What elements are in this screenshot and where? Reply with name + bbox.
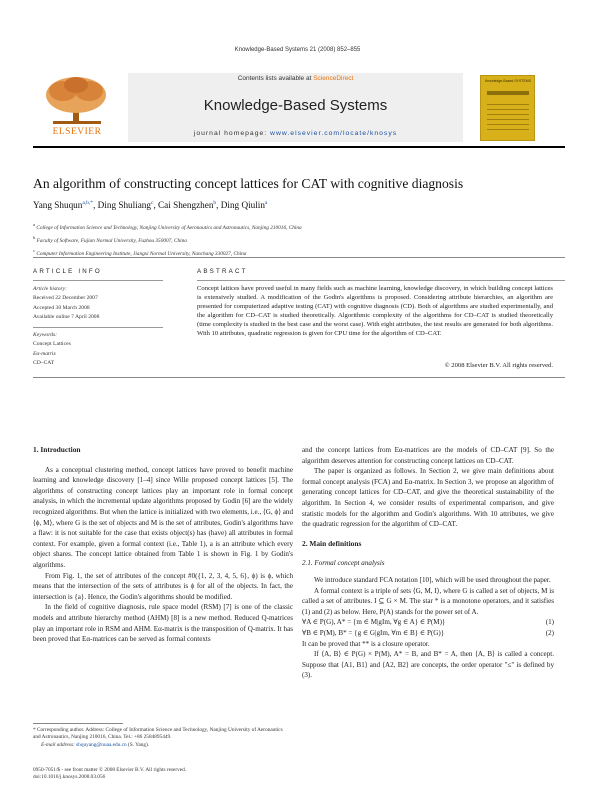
affiliation-text: Faculty of Software, Fujian Normal University, Fuzhou 350007, China	[36, 237, 187, 244]
keywords-divider	[33, 327, 163, 328]
issn-doi	[33, 767, 291, 782]
article-info-divider	[33, 280, 163, 281]
footnote-divider	[33, 723, 123, 724]
paragraph: The paper is organized as follows. In Section 2, we give main definitions about formal concept analysis (FCA) and Eα-matrix. In Section 3, we propose an algorithm of generating concept lattices for CD–CAT, and give the theoretical sustainability of the algorithm. In Section 4, we consider results of experimental comparison, and give statistic models for the algorithm and Godin's algorithms. With 10 attributes, we give the quadratic regression for the algorithm of CD–CAT.	[302, 467, 554, 529]
abstract-bottom-divider	[33, 377, 565, 378]
subsection-heading: 2.1. Formal concept analysis	[302, 559, 385, 568]
homepage-link[interactable]: www.elsevier.com/locate/knosys	[270, 130, 398, 137]
right-column	[302, 445, 554, 681]
affiliation-text: Computer Information Engineering Institute, Jiangxi Normal University, Nanchang 330027, China	[36, 250, 247, 257]
contents-line	[128, 75, 463, 82]
journal-cover-image	[480, 75, 535, 141]
keywords-label: Keywords:	[33, 332, 58, 338]
received-date: Received 22 December 2007	[33, 295, 98, 302]
footnote-marker: *	[33, 727, 36, 733]
elsevier-tree-icon	[33, 73, 121, 127]
sciencedirect-link[interactable]: ScienceDirect	[313, 75, 354, 82]
author-separator: ,	[216, 200, 221, 211]
keyword-item: Concept Lattices	[33, 341, 71, 348]
journal-header	[33, 70, 565, 143]
keyword-item: Eα-matrix	[33, 350, 56, 357]
equation-number: (1)	[545, 618, 554, 627]
author-name: Ding Shuliang	[97, 200, 151, 211]
paragraph: In the field of cognitive diagnosis, rule space model (RSM) [7] is one of the classic models and attribute hierarchy method (AHM) [8] is a new method. Reduced Q-matrices play an important role in RSM and AHM. Eα-matrix is the transposition of Q-matrix. It has been proved that Eα-matrices can be served as formal contexts	[33, 603, 293, 644]
email-link[interactable]: shquyang@nuaa.edu.cn	[76, 741, 127, 748]
keywords	[33, 331, 173, 368]
journal-name: Knowledge-Based Systems	[203, 97, 388, 114]
article-title: An algorithm of constructing concept lattices for CAT with cognitive diagnosis	[33, 176, 464, 191]
author-affiliation-mark[interactable]: b	[213, 200, 217, 206]
abstract-heading: ABSTRACT	[197, 268, 248, 275]
author-name: Yang Shuqun	[33, 200, 83, 211]
accepted-date: Accepted 30 March 2008	[33, 304, 90, 311]
affiliation-divider	[33, 257, 565, 258]
author-name: Ding Qiulin	[220, 200, 265, 211]
affiliation-mark: c	[33, 247, 35, 253]
footnote-text: Corresponding author. Address: College of Information Science and Technology, Nanjing University of Aeronautics and Astronautics, Nanjing 210016, China. Tel.: +86 2584895449.	[33, 727, 283, 741]
email-line	[33, 742, 291, 749]
equation-expression: ∀A ∈ P(G), A* = {m ∈ M|gIm, ∀g ∈ A} ∈ P(M)}	[302, 618, 446, 627]
journal-citation: Knowledge-Based Systems 21 (2008) 852–855	[234, 47, 361, 53]
paragraph: From Fig. 1, the set of attributes of the concept #0({1, 2, 3, 4, 5, 6}, ϕ) is ϕ, which means that the intersection of the sets of attributes is ϕ for all of the objects. In fact, the intersection is {a}. Hence, the Godin's algorithms should be modified.	[33, 571, 293, 601]
email-label: E-mail address:	[41, 741, 77, 748]
contents-prefix: Contents lists available at	[237, 75, 314, 82]
issn-line: 0950-7051/$ - see front matter © 2008 Elsevier B.V. All rights reserved.	[33, 767, 187, 773]
keyword-item: CD–CAT	[33, 359, 55, 366]
article-history	[33, 285, 173, 322]
homepage-prefix: journal homepage:	[193, 130, 271, 137]
affiliation-item	[33, 220, 563, 233]
cover-title: Knowledge-Based SYSTEMS	[484, 79, 532, 83]
author-affiliation-mark[interactable]: a,b,*	[82, 200, 94, 206]
abstract-text: Concept lattices have proved useful in many fields such as machine learning, knowledge discovery, in which building concept lattices is extensively studied. A modification of the Godin's algorithms is proposed. Considering attribute hierarchies, an algorithm are presented for computerized adaptive testing (CAT) with cognitive diagnosis (CD). Both of algorithms are studied experimentally, and the algorithm for CD–CAT is studied theoretically. Algorithmic complexity of the algorithms for CD–CAT is studied theoretically (time complexity is studied in the best case and the worst case). With eight attributes, the test results are generated for both algorithms. With 10 attributes, quadratic regression is given for CPU time for the algorithm of CD–CAT.	[197, 285, 553, 337]
author-affiliation-mark[interactable]: a	[264, 200, 268, 206]
header-divider	[33, 146, 565, 148]
author-separator: ,	[153, 200, 159, 211]
paragraph: and the concept lattices from Eα-matrices are the models of CD–CAT [9]. So the algorithm deserves attention for constructing concept lattices on CD–CAT.	[302, 446, 554, 465]
footnote	[33, 727, 291, 749]
paragraph: It can be proved that ** is a closure operator.	[302, 639, 430, 648]
section-heading: 2. Main definitions	[302, 538, 362, 548]
email-suffix: (S. Yang).	[126, 741, 150, 748]
abstract-divider	[197, 280, 565, 281]
history-label: Article history:	[33, 286, 68, 292]
elsevier-logo	[33, 73, 123, 141]
journal-homepage	[128, 130, 463, 137]
section-heading: 1. Introduction	[33, 445, 81, 454]
equation	[302, 617, 554, 628]
left-column	[33, 445, 293, 645]
affiliations	[33, 220, 563, 258]
publisher-logo-text: ELSEVIER	[52, 127, 102, 137]
cover-band	[487, 91, 529, 95]
paragraph: If ⟨A, B⟩ ∈ P(G) × P(M), A* = B, and B* = A, then ⟨A, B⟩ is called a concept. Suppose that ⟨A1, B1⟩ and ⟨A2, B2⟩ are concepts, the order operator "≤" is defined by (3).	[302, 650, 554, 680]
corresponding-author-note	[33, 727, 291, 742]
online-date: Available online 7 April 2008	[33, 313, 100, 320]
author-list	[33, 200, 563, 210]
equation-expression: ∀B ∈ P(M), B* = {g ∈ G|gIm, ∀m ∈ B} ∈ P(G)}	[302, 628, 445, 637]
affiliation-mark: b	[33, 234, 36, 240]
doi-line: doi:10.1016/j.knosys.2008.03.056	[33, 774, 106, 781]
paragraph: A formal context is a triple of sets ⟨G, M, I⟩, where G is called a set of objects, M is called a set of attributes. I ⊆ G × M. The star * is a monotone operators, and it satisfies (1) and (2) as below. Here, P(A) stands for the power set of A.	[302, 586, 554, 616]
author-name: Cai Shengzhen	[158, 200, 214, 211]
affiliation-text: College of Information Science and Technology, Nanjing University of Aeronautics and Astronautics, Nanjing 210016, China	[36, 224, 302, 231]
paragraph: We introduce standard FCA notation [10], which will be used throughout the paper.	[314, 575, 551, 584]
affiliation-mark: a	[33, 222, 35, 227]
journal-banner	[128, 73, 463, 142]
author-affiliation-mark[interactable]: c	[151, 200, 154, 206]
copyright: © 2008 Elsevier B.V. All rights reserved.	[444, 362, 553, 369]
affiliation-item	[33, 233, 563, 246]
author-separator: ,	[93, 200, 98, 211]
equation	[302, 628, 554, 639]
equation-number: (2)	[545, 628, 554, 637]
paragraph: As a conceptual clustering method, concept lattices have proved to benefit machine learning and knowledge discovery [1–4] since Wille proposed concept lattices [5]. The algorithms of constructing concept lattices play an important role in formal concept analysis, in which the incremental update algorithms proposed by Godin [6] are the widely recognized algorithms. But when the lattice is initialized with two elements, i.e., ⟨G, ϕ⟩ and ⟨ϕ, M⟩, where G is the set of objects and M is the set of attributes, Godin's algorithms have a flaw: it is not suitable for the case that exists object(s) has (have) all attributes in formal context. For example, given a formal context (i.e., Table 1), a is an attribute which every object shares. The concept lattice obtained from Table 1 is shown in Fig. 1 by Godin's algorithms.	[33, 465, 293, 569]
article-info-heading: ARTICLE INFO	[33, 268, 102, 275]
